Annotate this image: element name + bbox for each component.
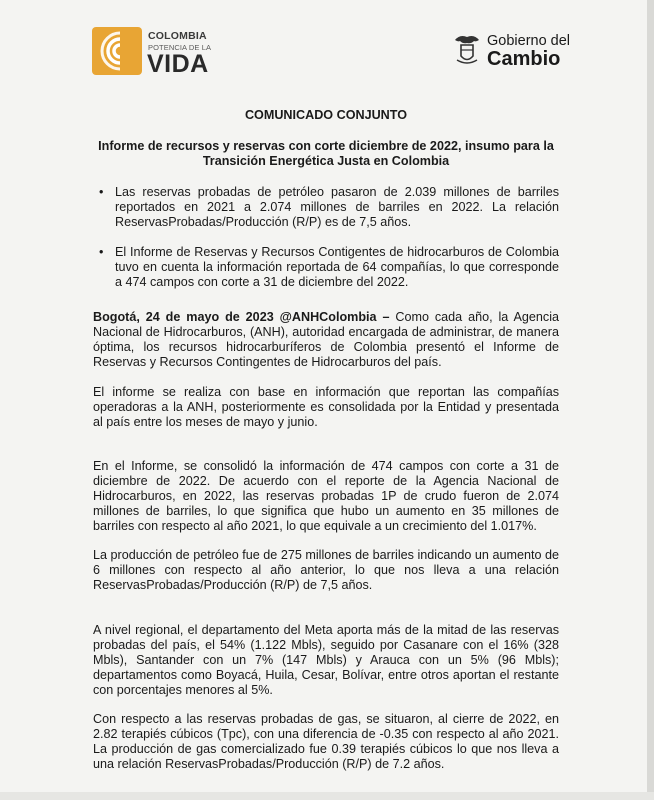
- colombia-potencia-de-la-vida-logo: [92, 27, 222, 77]
- page-edge-right: [647, 0, 654, 800]
- bullet-icon: •: [99, 185, 104, 199]
- paragraph: El informe se realiza con base en información que reportan las compañías operadoras a la ANH, posteriormente es consolidada por la Entidad y presentada al país entre los meses de mayo y junio.: [93, 385, 559, 429]
- dateline: Bogotá, 24 de mayo de 2023 @ANHColombia –: [93, 310, 390, 324]
- coat-of-arms-icon: [452, 32, 482, 66]
- paragraph: Con respecto a las reservas probadas de gas, se situaron, al cierre de 2022, en 2.82 terapiés cúbicos (Tpc), con una diferencia de -0.35 con respecto al año 2021. La producción de gas comercializado fue 0.39 terapiés cúbicos lo que nos lleva a una relación ReservasProbadas/Producción (R/P) de 7.2 años.: [93, 712, 559, 771]
- gobierno-del-cambio-logo: [452, 30, 572, 70]
- bullet-text: El Informe de Reservas y Recursos Contigentes de hidrocarburos de Colombia tuvo en cuenta la información reportada de 64 compañías, lo que corresponde a 474 campos con corte a 31 de diciembre del 2022.: [115, 245, 559, 289]
- logo-cambio: Cambio: [487, 48, 561, 70]
- logo-line-2: POTENCIA DE LA: [148, 43, 212, 52]
- logo-gobierno-del: Gobierno del: [487, 33, 571, 49]
- paragraph-lead: [93, 310, 559, 370]
- bullet-text: Las reservas probadas de petróleo pasaron de 2.039 millones de barriles reportados en 2021 a 2.074 millones de barriles en 2022. La relación ReservasProbadas/Producción (R/P) es de 7,5 años.: [115, 185, 559, 229]
- document-title: COMUNICADO CONJUNTO: [244, 108, 408, 122]
- page-edge-bottom: [0, 792, 654, 800]
- lead-text: Como cada año, la Agencia Nacional de Hidrocarburos, (ANH), autoridad encargada de administrar, de manera óptima, los recursos hidrocarburíferos de Colombia presentó el Informe de Reservas y Recursos Contingentes de Hidrocarburos del país.: [93, 310, 559, 369]
- key-points-list: [93, 185, 559, 290]
- vida-sunburst-icon: [92, 27, 142, 75]
- paragraph: A nivel regional, el departamento del Meta aporta más de la mitad de las reservas probadas del país, el 54% (1.122 Mbls), seguido por Casanare con el 16% (328 Mbls), Santander con un 7% (147 Mbls) y Arauca con un 5% (96 Mbls); departamentos como Boyacá, Huila, Cesar, Bolívar, entre otros aportan el restante con porcentajes menores al 5%.: [93, 623, 559, 697]
- logo-line-1: COLOMBIA: [148, 30, 207, 42]
- list-item: [99, 245, 559, 290]
- paragraph: La producción de petróleo fue de 275 millones de barriles indicando un aumento de 6 millones con respecto al año anterior, lo que nos lleva a una relación ReservasProbadas/Producción (R/P) de 7,5 años.: [93, 548, 559, 592]
- logo-line-3: VIDA: [147, 50, 209, 78]
- document-subtitle: Informe de recursos y reservas con corte diciembre de 2022, insumo para la Transición Energética Justa en Colombia: [98, 139, 554, 168]
- document-body: [93, 108, 559, 772]
- bullet-icon: •: [99, 245, 104, 259]
- list-item: [99, 185, 559, 230]
- paragraph: En el Informe, se consolidó la información de 474 campos con corte a 31 de diciembre de 2022. De acuerdo con el reporte de la Agencia Nacional de Hidrocarburos, en 2022, las reservas probadas 1P de crudo fueron de 2.074 millones de barriles, lo que significa que hubo un aumento en 35 millones de barriles con respecto al año 2021, lo que equivale a un crecimiento del 1.017%.: [93, 459, 559, 533]
